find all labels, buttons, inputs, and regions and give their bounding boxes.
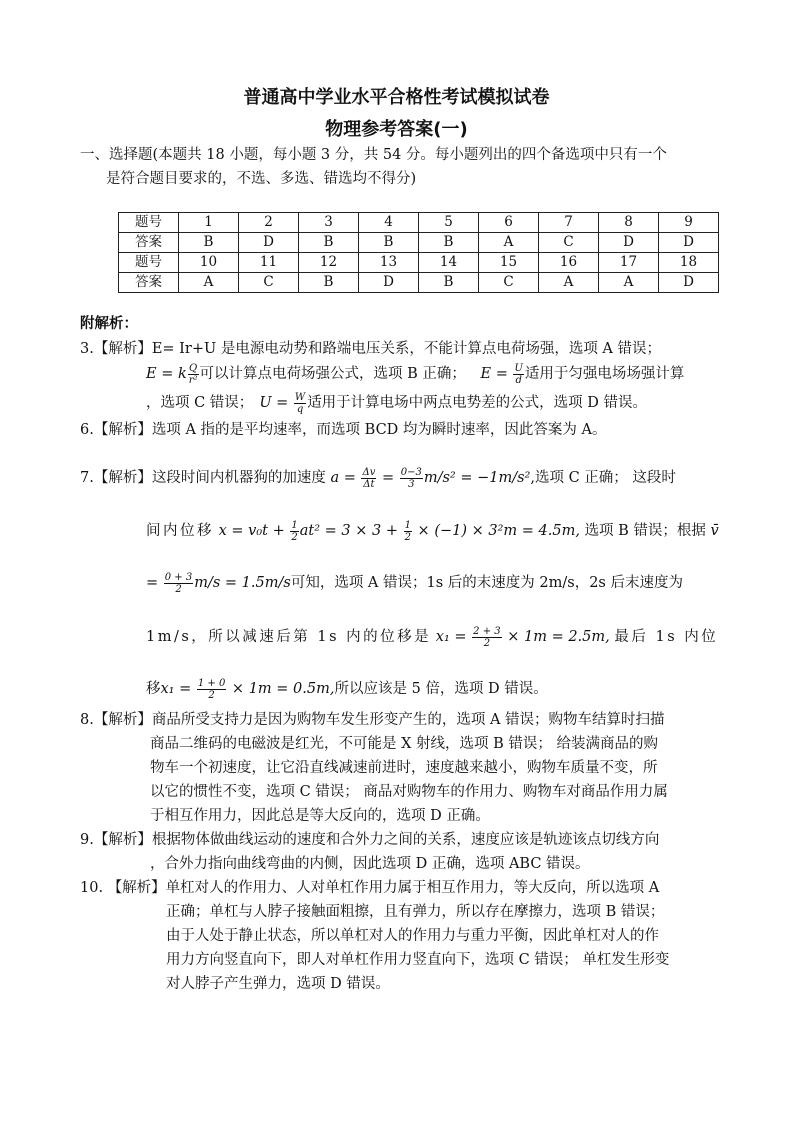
q10-line5: 对人脖子产生弹力，选项 D 错误。	[166, 976, 390, 992]
page-title: 普通高中学业水平合格性考试模拟试卷	[243, 87, 550, 108]
section1-line1: 一、选择题(本题共 18 小题，每小题 3 分，共 54 分。每小题列出的四个备选项中只有一个	[80, 147, 667, 163]
q9-line1	[80, 828, 659, 852]
formula-first-second: x₁ = $\frac{2 + 3}{2}$ × 1m = 2.5m,	[435, 625, 610, 649]
q8-line3: 物车一个初速度，让它沿直线减速前进时，速度越来越小，购物车质量不变，所	[150, 760, 658, 776]
table-cell: 4	[359, 213, 419, 233]
table-cell: B	[299, 233, 359, 253]
q8-lead: 8.【解析】	[80, 712, 152, 728]
table-cell: A	[599, 273, 659, 293]
row-label-a: 答案	[119, 273, 179, 293]
q6-text: 选项 A 指的是平均速率，而选项 BCD 均为瞬时速率，因此答案为 A。	[151, 422, 607, 438]
table-cell: D	[599, 233, 659, 253]
q3-text: 可以计算点电荷场强公式，选项 B 正确；	[199, 366, 466, 382]
table-cell: 3	[299, 213, 359, 233]
table-row	[119, 233, 719, 253]
page-subtitle: 物理参考答案(一)	[325, 119, 468, 140]
q3-text: 适用于计算电场中两点电势差的公式，选项 D 错误。	[307, 395, 648, 411]
table-cell: B	[179, 233, 239, 253]
q3-text: 适用于匀强电场场强计算	[524, 366, 685, 382]
q7-line3	[146, 571, 683, 595]
q10-line1	[80, 876, 659, 900]
formula-uniform-field: E = $\frac{U}{d}$	[480, 362, 523, 386]
answer-table	[118, 212, 719, 293]
q3-lead: 3.【解析】	[80, 341, 152, 357]
q10-lead: 10. 【解析】	[80, 880, 166, 896]
q3-line1	[80, 337, 661, 361]
table-row	[119, 273, 719, 293]
q8-text: 商品所受支持力是因为购物车发生形变产生的，选项 A 错误；购物车结算时扫描	[151, 712, 665, 728]
table-cell: D	[659, 233, 719, 253]
q8-line5: 于相互作用力，因此总是等大反向的，选项 D 正确。	[150, 808, 490, 824]
q10-line3: 由于人处于静止状态，所以单杠对人的作用力与重力平衡，因此单杠对人的作	[166, 928, 659, 944]
table-cell: 14	[419, 253, 479, 273]
q3-line2	[146, 362, 684, 386]
table-cell: 6	[479, 213, 539, 233]
q6-line1	[80, 418, 606, 442]
q3-text: E= Ir+U 是电源电动势和路端电压关系，不能计算点电荷场强，选项 A 错误；	[151, 341, 662, 357]
table-cell: 8	[599, 213, 659, 233]
table-cell: A	[479, 233, 539, 253]
q7-text: 这段时间内机器狗的加速度	[151, 470, 326, 486]
row-label-a: 答案	[119, 233, 179, 253]
section1-line2: 是符合题目要求的，不选、多选、错选均不得分)	[106, 171, 417, 187]
q7-line5	[146, 677, 548, 701]
q7-text: 最后 1s 内位	[614, 629, 719, 645]
q3-line3	[146, 391, 647, 415]
formula-potential-diff: U = $\frac{W}{q}$	[259, 391, 306, 415]
q9-text: 根据物体做曲线运动的速度和合外力之间的关系，速度应该是轨迹该点切线方向	[151, 832, 660, 848]
q7-text: 移	[146, 681, 161, 697]
table-cell: 17	[599, 253, 659, 273]
q7-text: 1m/s，所以减速后第 1s 内的位移是	[146, 629, 432, 645]
table-cell: 9	[659, 213, 719, 233]
formula-displacement: x = v₀t + $\frac{1}{2}$ at² = 3 × 3 + $\frac{1}{2}$ × (−1) × 3²m = 4.5m,	[218, 519, 580, 543]
q7-line4	[146, 625, 718, 649]
q8-line1	[80, 708, 665, 732]
q9-line2: ，合外力指向曲线弯曲的内侧，因此选项 D 正确，选项 ABC 错误。	[150, 856, 590, 872]
formula-acceleration: a = $\frac{\Delta v}{\Delta t}$ = $\frac{0-3}{3}$ m/s² = −1m/s²	[330, 466, 531, 490]
formula-point-charge: E = k $\frac{Q}{\text{r²}}$	[146, 362, 198, 386]
table-cell: A	[179, 273, 239, 293]
table-cell: B	[359, 233, 419, 253]
q9-lead: 9.【解析】	[80, 832, 152, 848]
table-cell: 11	[239, 253, 299, 273]
table-cell: 12	[299, 253, 359, 273]
q8-line4: 以它的惯性不变，选项 C 错误； 商品对购物车的作用力、购物车对商品作用力属	[150, 784, 668, 800]
table-cell: 16	[539, 253, 599, 273]
table-cell: 5	[419, 213, 479, 233]
q7-line1	[80, 466, 676, 490]
table-cell: 7	[539, 213, 599, 233]
q7-line2	[146, 519, 719, 543]
table-cell: 18	[659, 253, 719, 273]
table-cell: D	[359, 273, 419, 293]
row-label-q: 题号	[119, 213, 179, 233]
analysis-heading: 附解析：	[80, 315, 138, 332]
table-cell: 15	[479, 253, 539, 273]
table-cell: A	[539, 273, 599, 293]
q7-lead: 7.【解析】	[80, 470, 152, 486]
table-cell: C	[479, 273, 539, 293]
formula-avg-velocity-symbol: v̄	[710, 523, 719, 539]
table-cell: D	[239, 233, 299, 253]
table-cell: B	[419, 233, 479, 253]
table-cell: 2	[239, 213, 299, 233]
q10-line4: 用力方向竖直向下，即人对单杠作用力竖直向下，选项 C 错误； 单杠发生形变	[166, 952, 670, 968]
table-cell: B	[419, 273, 479, 293]
q8-line2: 商品二维码的电磁波是红光，不可能是 X 射线，选项 B 错误； 给装满商品的购	[150, 736, 659, 752]
q7-text: ,选项 C 正确； 这段时	[530, 470, 676, 486]
q6-lead: 6.【解析】	[80, 422, 152, 438]
q7-text: 所以应该是 5 倍，选项 D 错误。	[334, 681, 548, 697]
q10-text: 单杠对人的作用力、人对单杠作用力属于相互作用力，等大反向，所以选项 A	[165, 880, 660, 896]
table-cell: 13	[359, 253, 419, 273]
formula-avg-velocity: = $\frac{0 + 3}{2}$ m/s = 1.5m/s	[146, 571, 291, 595]
q7-text: 可知，选项 A 错误；1s 后的末速度为 2m/s，2s 后末速度为	[290, 575, 683, 591]
table-row	[119, 213, 719, 233]
q3-text: ，选项 C 错误；	[146, 395, 254, 411]
q7-text: 选项 B 错误；根据	[584, 523, 706, 539]
q7-text: 间内位移	[146, 523, 214, 539]
table-cell: D	[659, 273, 719, 293]
table-cell: 1	[179, 213, 239, 233]
table-cell: 10	[179, 253, 239, 273]
table-cell: B	[299, 273, 359, 293]
table-cell: C	[539, 233, 599, 253]
row-label-q: 题号	[119, 253, 179, 273]
q10-line2: 正确；单杠与人脖子接触面粗擦，且有弹力，所以存在摩擦力，选项 B 错误；	[166, 904, 665, 920]
table-row	[119, 253, 719, 273]
table-cell: C	[239, 273, 299, 293]
formula-last-second: x₁ = $\frac{1 + 0}{2}$ × 1m = 0.5m,	[160, 677, 335, 701]
